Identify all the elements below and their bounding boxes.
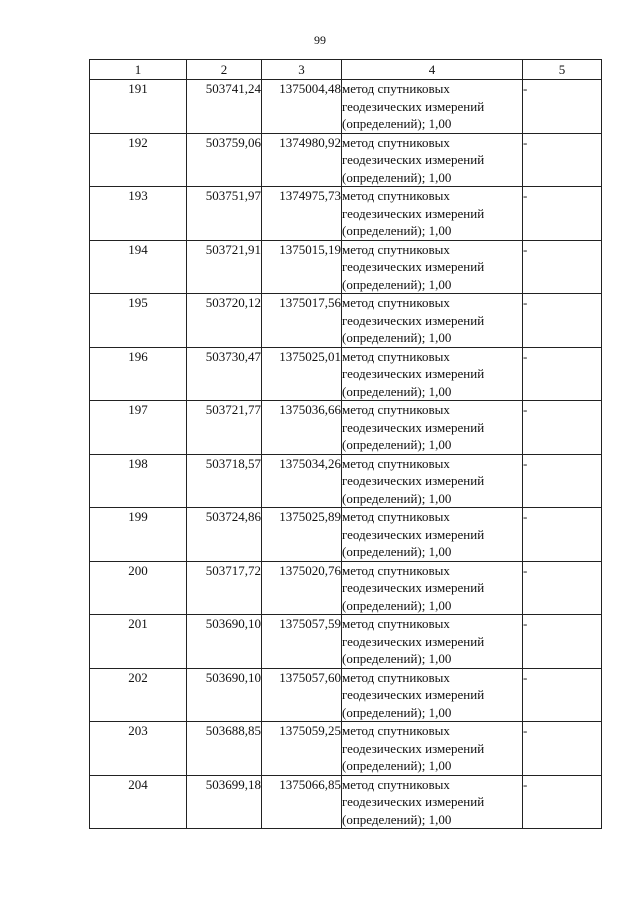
table-row bbox=[90, 401, 602, 455]
method-cell: метод спутниковых геодезических измерений (определений); 1,00 bbox=[342, 80, 523, 134]
y-coordinate-cell: 1375020,76 bbox=[262, 561, 342, 615]
y-coordinate-cell: 1375004,48 bbox=[262, 80, 342, 134]
method-cell: метод спутниковых геодезических измерений (определений); 1,00 bbox=[342, 401, 523, 455]
table-row bbox=[90, 187, 602, 241]
table-row bbox=[90, 668, 602, 722]
table-row bbox=[90, 240, 602, 294]
note-cell: - bbox=[523, 454, 602, 508]
y-coordinate-cell: 1375066,85 bbox=[262, 775, 342, 829]
table-body bbox=[90, 80, 602, 829]
method-cell: метод спутниковых геодезических измерений (определений); 1,00 bbox=[342, 508, 523, 562]
table-row bbox=[90, 347, 602, 401]
x-coordinate-cell: 503720,12 bbox=[187, 294, 262, 348]
point-number-cell: 202 bbox=[90, 668, 187, 722]
y-coordinate-cell: 1375017,56 bbox=[262, 294, 342, 348]
method-cell: метод спутниковых геодезических измерений (определений); 1,00 bbox=[342, 615, 523, 669]
coordinates-table bbox=[89, 59, 602, 829]
x-coordinate-cell: 503717,72 bbox=[187, 561, 262, 615]
note-cell: - bbox=[523, 508, 602, 562]
point-number-cell: 196 bbox=[90, 347, 187, 401]
header-cell-5: 5 bbox=[523, 60, 602, 80]
y-coordinate-cell: 1375034,26 bbox=[262, 454, 342, 508]
table-row bbox=[90, 294, 602, 348]
y-coordinate-cell: 1375059,25 bbox=[262, 722, 342, 776]
x-coordinate-cell: 503721,77 bbox=[187, 401, 262, 455]
note-cell: - bbox=[523, 722, 602, 776]
point-number-cell: 197 bbox=[90, 401, 187, 455]
method-cell: метод спутниковых геодезических измерений (определений); 1,00 bbox=[342, 133, 523, 187]
note-cell: - bbox=[523, 187, 602, 241]
header-cell-2: 2 bbox=[187, 60, 262, 80]
point-number-cell: 204 bbox=[90, 775, 187, 829]
header-cell-3: 3 bbox=[262, 60, 342, 80]
point-number-cell: 191 bbox=[90, 80, 187, 134]
point-number-cell: 195 bbox=[90, 294, 187, 348]
method-cell: метод спутниковых геодезических измерений (определений); 1,00 bbox=[342, 561, 523, 615]
point-number-cell: 201 bbox=[90, 615, 187, 669]
table-row bbox=[90, 561, 602, 615]
note-cell: - bbox=[523, 347, 602, 401]
method-cell: метод спутниковых геодезических измерений (определений); 1,00 bbox=[342, 294, 523, 348]
note-cell: - bbox=[523, 133, 602, 187]
table-row bbox=[90, 722, 602, 776]
table-row bbox=[90, 454, 602, 508]
table-row bbox=[90, 80, 602, 134]
bottom-scan-edge bbox=[0, 899, 640, 905]
table-row bbox=[90, 133, 602, 187]
x-coordinate-cell: 503759,06 bbox=[187, 133, 262, 187]
table-row bbox=[90, 508, 602, 562]
method-cell: метод спутниковых геодезических измерений (определений); 1,00 bbox=[342, 240, 523, 294]
table-row bbox=[90, 775, 602, 829]
note-cell: - bbox=[523, 668, 602, 722]
table-header-row bbox=[90, 60, 602, 80]
y-coordinate-cell: 1375015,19 bbox=[262, 240, 342, 294]
x-coordinate-cell: 503751,97 bbox=[187, 187, 262, 241]
x-coordinate-cell: 503741,24 bbox=[187, 80, 262, 134]
note-cell: - bbox=[523, 775, 602, 829]
method-cell: метод спутниковых геодезических измерений (определений); 1,00 bbox=[342, 775, 523, 829]
x-coordinate-cell: 503690,10 bbox=[187, 615, 262, 669]
page-number: 99 bbox=[314, 33, 326, 47]
point-number-cell: 194 bbox=[90, 240, 187, 294]
method-cell: метод спутниковых геодезических измерений (определений); 1,00 bbox=[342, 668, 523, 722]
note-cell: - bbox=[523, 80, 602, 134]
y-coordinate-cell: 1375057,59 bbox=[262, 615, 342, 669]
header-cell-1: 1 bbox=[90, 60, 187, 80]
note-cell: - bbox=[523, 240, 602, 294]
x-coordinate-cell: 503730,47 bbox=[187, 347, 262, 401]
y-coordinate-cell: 1375057,60 bbox=[262, 668, 342, 722]
x-coordinate-cell: 503721,91 bbox=[187, 240, 262, 294]
note-cell: - bbox=[523, 615, 602, 669]
x-coordinate-cell: 503690,10 bbox=[187, 668, 262, 722]
y-coordinate-cell: 1375025,01 bbox=[262, 347, 342, 401]
y-coordinate-cell: 1375025,89 bbox=[262, 508, 342, 562]
method-cell: метод спутниковых геодезических измерений (определений); 1,00 bbox=[342, 722, 523, 776]
point-number-cell: 199 bbox=[90, 508, 187, 562]
method-cell: метод спутниковых геодезических измерений (определений); 1,00 bbox=[342, 347, 523, 401]
note-cell: - bbox=[523, 401, 602, 455]
point-number-cell: 192 bbox=[90, 133, 187, 187]
method-cell: метод спутниковых геодезических измерений (определений); 1,00 bbox=[342, 187, 523, 241]
point-number-cell: 200 bbox=[90, 561, 187, 615]
point-number-cell: 203 bbox=[90, 722, 187, 776]
point-number-cell: 193 bbox=[90, 187, 187, 241]
note-cell: - bbox=[523, 561, 602, 615]
method-cell: метод спутниковых геодезических измерений (определений); 1,00 bbox=[342, 454, 523, 508]
y-coordinate-cell: 1374975,73 bbox=[262, 187, 342, 241]
y-coordinate-cell: 1375036,66 bbox=[262, 401, 342, 455]
note-cell: - bbox=[523, 294, 602, 348]
table-row bbox=[90, 615, 602, 669]
x-coordinate-cell: 503688,85 bbox=[187, 722, 262, 776]
header-cell-4: 4 bbox=[342, 60, 523, 80]
x-coordinate-cell: 503699,18 bbox=[187, 775, 262, 829]
x-coordinate-cell: 503718,57 bbox=[187, 454, 262, 508]
x-coordinate-cell: 503724,86 bbox=[187, 508, 262, 562]
point-number-cell: 198 bbox=[90, 454, 187, 508]
y-coordinate-cell: 1374980,92 bbox=[262, 133, 342, 187]
